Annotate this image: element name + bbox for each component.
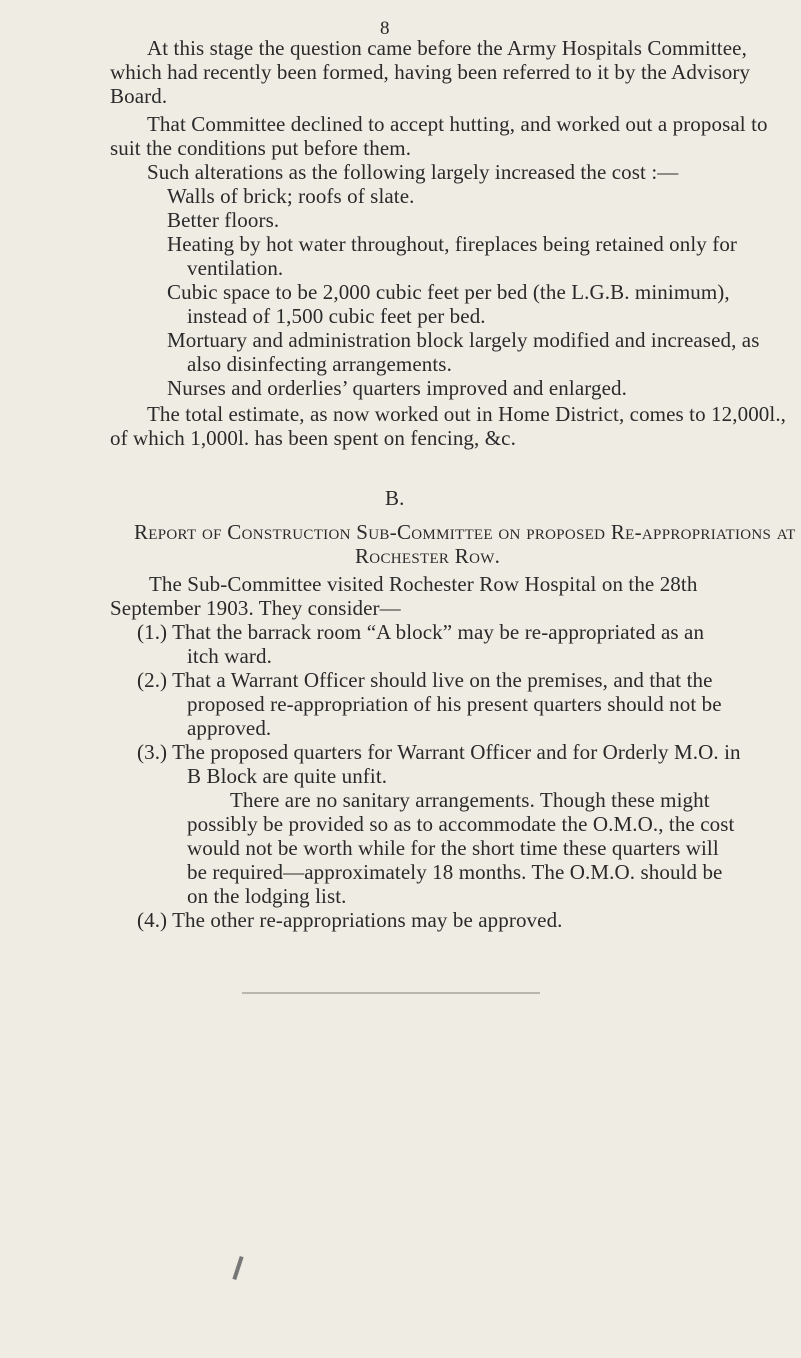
numbered-point-continuation: would not be worth while for the short time these quarters will (187, 836, 719, 860)
list-item: Walls of brick; roofs of slate. (167, 184, 415, 208)
list-item-continuation: instead of 1,500 cubic feet per bed. (187, 304, 486, 328)
paragraph-line: of which 1,000l. has been spent on fencing, &c. (110, 426, 516, 450)
numbered-point-continuation: on the lodging list. (187, 884, 347, 908)
paragraph-line: September 1903. They consider— (110, 596, 401, 620)
section-letter: B. (385, 486, 405, 510)
paragraph-line: That Committee declined to accept hutting, and worked out a proposal to (147, 112, 768, 136)
paragraph-line: At this stage the question came before the Army Hospitals Committee, (147, 36, 747, 60)
page-number: 8 (380, 18, 390, 39)
numbered-point-continuation: itch ward. (187, 644, 272, 668)
list-item-continuation: ventilation. (187, 256, 284, 280)
list-item: Cubic space to be 2,000 cubic feet per bed (the L.G.B. minimum), (167, 280, 730, 304)
list-item: Mortuary and administration block largely modified and increased, as (167, 328, 760, 352)
numbered-point-continuation: proposed re-appropriation of his present quarters should not be (187, 692, 722, 716)
paragraph-line: The Sub-Committee visited Rochester Row Hospital on the 28th (149, 572, 698, 596)
numbered-point-continuation: be required—approximately 18 months. The O.M.O. should be (187, 860, 723, 884)
numbered-point: (4.) The other re-appropriations may be approved. (137, 908, 563, 932)
numbered-point-continuation: B Block are quite unfit. (187, 764, 388, 788)
numbered-point-continuation: possibly be provided so as to accommodate the O.M.O., the cost (187, 812, 735, 836)
pencil-mark (232, 1256, 243, 1280)
list-item: Heating by hot water throughout, fireplaces being retained only for (167, 232, 738, 256)
numbered-point-continuation: approved. (187, 716, 272, 740)
numbered-point: (2.) That a Warrant Officer should live on the premises, and that the (137, 668, 713, 692)
section-heading: Rochester Row. (355, 544, 501, 568)
numbered-point: (1.) That the barrack room “A block” may be re-appropriated as an (137, 620, 705, 644)
paragraph-line: The total estimate, as now worked out in Home District, comes to 12,000l., (147, 402, 787, 426)
list-item: Better floors. (167, 208, 280, 232)
paragraph-line: Board. (110, 84, 168, 108)
paragraph-line: Such alterations as the following largely increased the cost :— (147, 160, 679, 184)
numbered-point-continuation: There are no sanitary arrangements. Though these might (230, 788, 710, 812)
list-item: Nurses and orderlies’ quarters improved and enlarged. (167, 376, 627, 400)
horizontal-rule (242, 992, 540, 994)
numbered-point: (3.) The proposed quarters for Warrant Officer and for Orderly M.O. in (137, 740, 741, 764)
section-heading: Report of Construction Sub-Committee on proposed Re-appropriations at (134, 520, 796, 544)
list-item-continuation: also disinfecting arrangements. (187, 352, 452, 376)
paragraph-line: which had recently been formed, having been referred to it by the Advisory (110, 60, 751, 84)
paragraph-line: suit the conditions put before them. (110, 136, 412, 160)
